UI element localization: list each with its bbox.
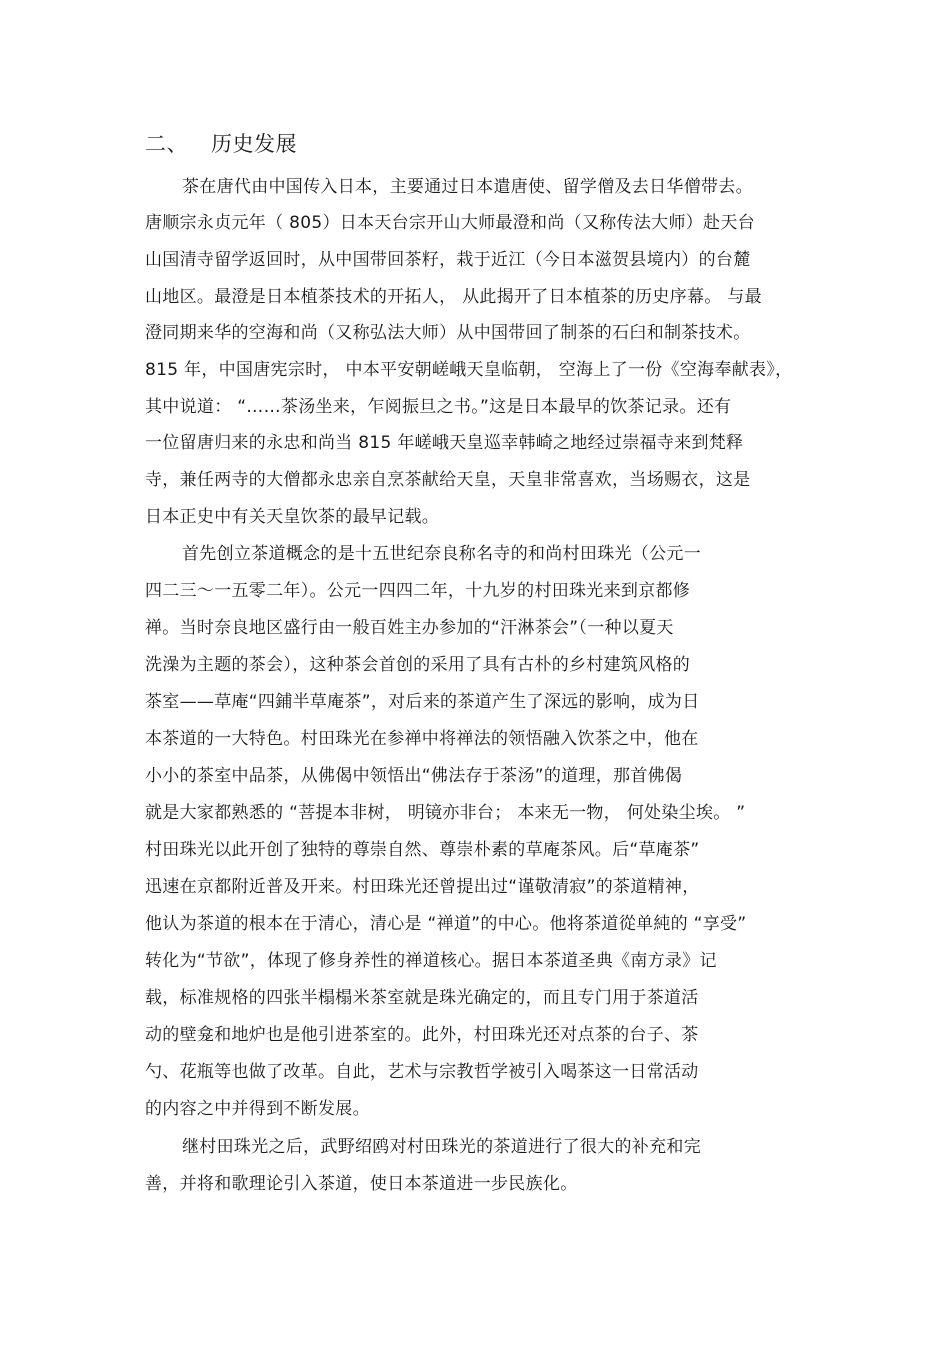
text-line: 首先创立茶道概念的是十五世纪奈良称名寺的和尚村田珠光（公元一 — [182, 544, 701, 564]
text-line: 洗澡为主题的茶会），这种茶会首创的采用了具有古朴的乡村建筑风格的 — [145, 655, 691, 675]
text-line: 茶室——草庵“四鋪半草庵茶”，对后来的茶道产生了深远的影响，成为日 — [145, 692, 700, 712]
text-line: 禅。当时奈良地区盛行由一般百姓主办参加的“汗淋茶会”（一种以夏天 — [145, 618, 674, 638]
text-line: 寺，兼任两寺的大僧都永忠亲自烹茶献给天皇，天皇非常喜欢，当场赐衣，这是 — [145, 470, 751, 490]
text-line: 动的壁龛和地炉也是他引进茶室的。此外，村田珠光还对点茶的台子、茶 — [145, 1025, 699, 1045]
text-line: 唐顺宗永贞元年（ 805）日本天台宗开山大师最澄和尚（又称传法大师）赴天台 — [145, 213, 755, 233]
text-line: 山地区。最澄是日本植茶技术的开拓人， 从此揭开了日本植茶的历史序幕。 与最 — [145, 287, 762, 307]
text-line: 日本正史中有关天皇饮茶的最早记载。 — [145, 507, 440, 527]
text-line: 山国清寺留学返回时，从中国带回茶籽，栽于近江（今日本滋贺县境内）的台麓 — [145, 250, 751, 270]
text-line: 815 年，中国唐宪宗时， 中本平安朝嵯峨天皇临朝， 空海上了一份《空海奉献表》， — [145, 360, 793, 380]
text-line: 澄同期来华的空海和尚（又称弘法大师）从中国带回了制茶的石臼和制茶技术。 — [145, 323, 751, 343]
text-line: 转化为“节欲”，体现了修身养性的禅道核心。据日本茶道圣典《南方录》记 — [145, 951, 717, 971]
text-line: 小小的茶室中品茶，从佛偈中领悟出“佛法存于茶汤”的道理，那首佛偈 — [145, 766, 683, 786]
text-line: 迅速在京都附近普及开来。村田珠光还曾提出过“谨敬清寂”的茶道精神， — [145, 877, 700, 897]
text-line: 他认为茶道的根本在于清心，清心是 “禅道”的中心。他将茶道從单純的 “享受” — [145, 914, 747, 934]
text-line: 村田珠光以此开创了独特的尊崇自然、尊崇朴素的草庵茶风。后“草庵茶” — [145, 840, 700, 860]
text-line: 就是大家都熟悉的 “菩提本非树， 明镜亦非台； 本来无一物， 何处染尘埃。 ” — [145, 803, 746, 823]
text-line: 载，标准规格的四张半榻榻米茶室就是珠光确定的，而且专门用于茶道活 — [145, 988, 699, 1008]
text-line: 其中说道： “……茶汤坐来，乍阅振旦之书。”这是日本最早的饮茶记录。还有 — [145, 397, 732, 417]
text-line: 勺、花瓶等也做了改革。自此，艺术与宗教哲学被引入喝茶这一日常活动 — [145, 1062, 699, 1082]
text-line: 一位留唐归来的永忠和尚当 815 年嵯峨天皇巡幸韩崎之地经过崇福寺来到梵释 — [145, 433, 744, 453]
section-title: 历史发展 — [211, 132, 297, 156]
text-line: 本茶道的一大特色。村田珠光在参禅中将禅法的领悟融入饮茶之中，他在 — [145, 729, 699, 749]
text-line: 的内容之中并得到不断发展。 — [145, 1099, 370, 1119]
text-line: 茶在唐代由中国传入日本，主要通过日本遣唐使、留学僧及去日华僧带去。 — [182, 177, 753, 197]
text-line: 继村田珠光之后，武野绍鸥对村田珠光的茶道进行了很大的补充和完 — [182, 1137, 701, 1157]
text-line: 四二三～一五零二年）。公元一四四二年，十九岁的村田珠光来到京都修 — [145, 581, 691, 601]
text-line: 善，并将和歌理论引入茶道，使日本茶道进一步民族化。 — [145, 1174, 578, 1194]
section-heading — [145, 128, 297, 158]
section-number: 二、 — [145, 132, 188, 156]
